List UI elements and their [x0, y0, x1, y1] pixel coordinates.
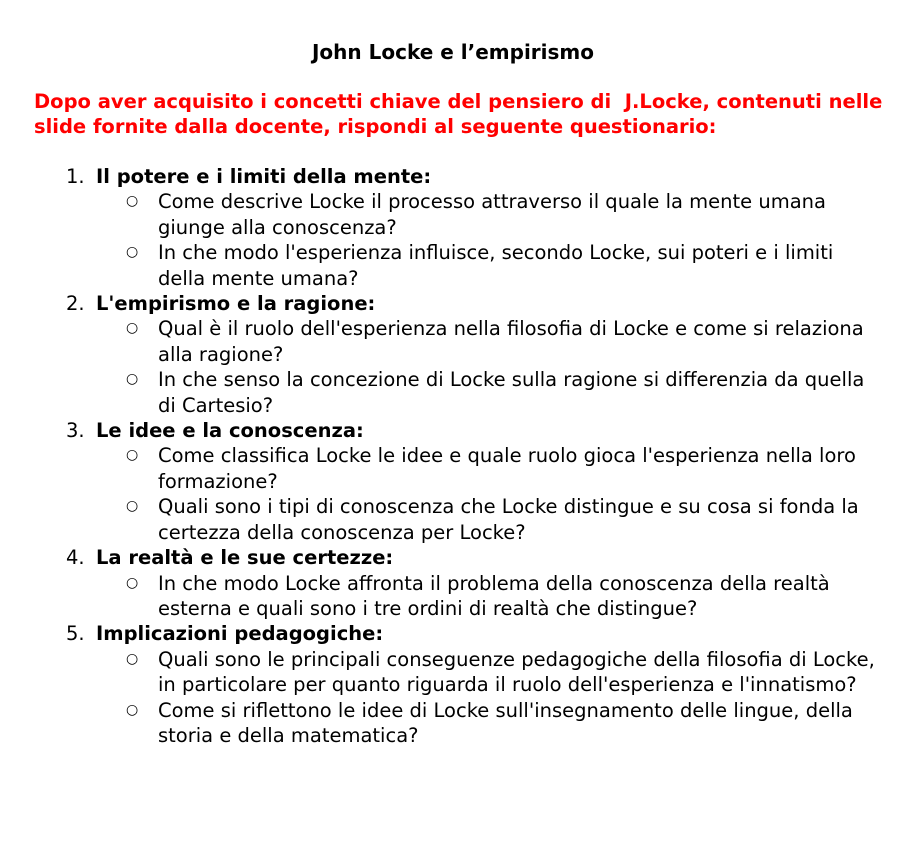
sub-question-text: Come descrive Locke il processo attraverso il quale la mente umana giunge alla conoscenza?	[158, 190, 826, 239]
section-number: 3.	[66, 419, 85, 443]
section-heading: La realtà e le sue certezze:	[96, 546, 394, 570]
sub-question-text: In che senso la concezione di Locke sulla ragione si differenzia da quella di Cartesio?	[158, 368, 865, 417]
hollow-circle-bullet-icon: ○	[126, 574, 139, 591]
sub-question	[96, 647, 906, 698]
questionnaire-list	[0, 164, 906, 748]
sub-question-list	[96, 571, 906, 622]
section-number: 5.	[66, 622, 85, 646]
section-heading: Le idee e la conoscenza:	[96, 419, 364, 443]
sub-question	[96, 189, 906, 240]
intro-instructions: Dopo aver acquisito i concetti chiave del pensiero di J.Locke, contenuti nelle slide fornite dalla docente, rispondi al seguente questionario:	[34, 90, 890, 138]
hollow-circle-bullet-icon: ○	[126, 193, 139, 210]
question-section	[0, 418, 906, 545]
sub-question-list	[96, 316, 906, 418]
hollow-circle-bullet-icon: ○	[126, 447, 139, 464]
sub-question-text: Quali sono le principali conseguenze pedagogiche della filosofia di Locke, in particolare per quanto riguarda il ruolo dell'esperienza e l'innatismo?	[158, 647, 875, 697]
sub-question	[96, 316, 906, 367]
section-number: 4.	[66, 546, 85, 570]
sub-question	[96, 494, 906, 545]
hollow-circle-bullet-icon: ○	[126, 320, 139, 337]
sub-question	[96, 367, 906, 418]
sub-question	[96, 240, 906, 291]
section-number: 2.	[66, 292, 85, 316]
question-section	[0, 545, 906, 621]
sub-question	[96, 443, 906, 494]
sub-question	[96, 571, 906, 622]
hollow-circle-bullet-icon: ○	[126, 498, 139, 515]
hollow-circle-bullet-icon: ○	[126, 371, 139, 388]
sub-question-text: Qual è il ruolo dell'esperienza nella filosofia di Locke e come si relaziona alla ragione?	[158, 317, 864, 366]
hollow-circle-bullet-icon: ○	[126, 244, 139, 261]
hollow-circle-bullet-icon: ○	[126, 650, 139, 667]
sub-question-list	[96, 647, 906, 749]
question-section	[0, 164, 906, 291]
section-number: 1.	[66, 165, 85, 188]
sub-question-text: Come classifica Locke le idee e quale ruolo gioca l'esperienza nella loro formazione?	[158, 444, 856, 493]
sub-question-list	[96, 443, 906, 545]
question-section	[0, 291, 906, 418]
sub-question-list	[96, 189, 906, 291]
section-heading: L'empirismo e la ragione:	[96, 292, 376, 316]
sub-question-text: Come si riflettono le idee di Locke sull'insegnamento delle lingue, della storia e della matematica?	[158, 698, 853, 747]
sub-question-text: In che modo Locke affronta il problema della conoscenza della realtà esterna e quali sono i tre ordini di realtà che distingue?	[158, 571, 830, 620]
document-title: John Locke e l’empirismo	[311, 40, 594, 64]
sub-question-text: In che modo l'esperienza influisce, secondo Locke, sui poteri e i limiti della mente umana?	[158, 241, 834, 290]
section-heading: Il potere e i limiti della mente:	[96, 165, 432, 188]
sub-question-text: Quali sono i tipi di conoscenza che Locke distingue e su cosa si fonda la certezza della conoscenza per Locke?	[158, 495, 859, 544]
sub-question	[96, 698, 906, 749]
hollow-circle-bullet-icon: ○	[126, 701, 139, 718]
question-section	[0, 621, 906, 748]
section-heading: Implicazioni pedagogiche:	[96, 622, 384, 646]
